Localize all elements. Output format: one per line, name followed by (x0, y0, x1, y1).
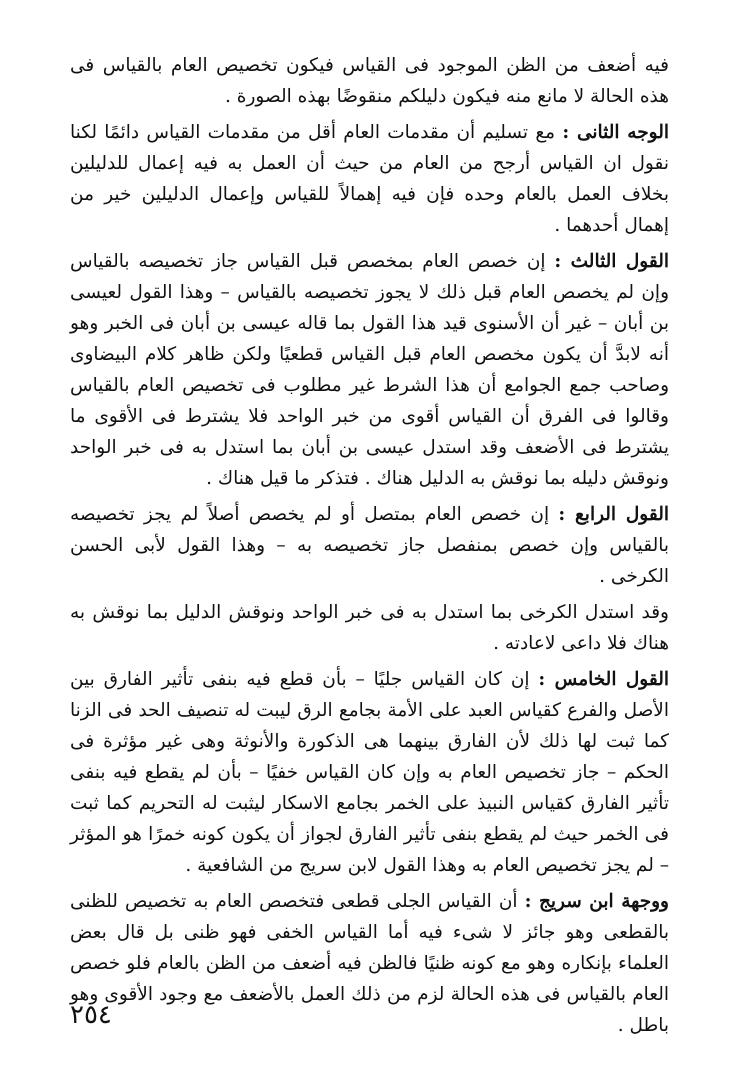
paragraph-lead: ووجهة ابن سريج : (524, 891, 669, 912)
paragraph-text: إن كان القياس جليًا – بأن قطع فيه بنفى تأثير الفارق بين الأصل والفرع كقياس العبد على الأمة بجامع الرق ليبت له تنصيف الحد فى الزنا كما ثبت لها ذلك لأن الفارق بينهما هى الذكورة والأنوثة وهى غير مؤثرة فى الحكم – جاز تخصيص العام به وإن كان القياس خفيًا – بأن لم يقطع فيه بنفى تأثير الفارق كقياس النبيذ على الخمر بجامع الاسكار ليثبت له التحريم كما ثبت فى الخمر حيث لم يقطع بنفى تأثير الفارق لجواز أن يكون كونه خمرًا هو المؤثر – لم يجز تخصيص العام به وهذا القول لابن سريج من الشافعية . (70, 669, 669, 876)
paragraph-text: إن خصص العام بمتصل أو لم يخصص أصلاً لم يجز تخصيصه بالقياس وإن خصص بمنفصل جاز تخصيصه به – وهذا القول لأبى الحسن الكرخى . (70, 504, 669, 587)
paragraph-text: مع تسليم أن مقدمات العام أقل من مقدمات القياس دائمًا لكنا نقول ان القياس أرجح من العام من حيث أن العمل به فيه إعمال للدليلين بخلاف العمل بالعام وحده فإن فيه إهمالاً للقياس وإعمال الدليلين خير من إهمال أحدهما . (70, 122, 669, 236)
paragraph-text: أن القياس الجلى قطعى فتخصص العام به تخصيص للظنى بالقطعى وهو جائز لا شىء فيه أما القياس الخفى فهو ظنى بل قال بعض العلماء بإنكاره وهو مع كونه ظنيًا فالظن فيه أضعف من الظن بالعام فلو خصص العام بالقياس فى هذه الحالة لزم من ذلك العمل بالأضعف مع وجود الأقوى وهو باطل . (70, 891, 669, 1036)
paragraph-text: وقد استدل الكرخى بما استدل به فى خبر الواحد ونوقش الدليل بما نوقش به هناك فلا داعى لاعادته . (70, 602, 669, 654)
paragraph-text: إن خصص العام بمخصص قبل القياس جاز تخصيصه بالقياس وإن لم يخصص العام قبل ذلك لا يجوز تخصيصه بالقياس – وهذا القول لعيسى بن أبان – غير أن الأسنوى قيد هذا القول بما قاله عيسى بن أبان فى الخبر وهو أنه لابدَّ أن يكون مخصص العام قبل القياس قطعيًا ولكن ظاهر كلام البيضاوى وصاحب جمع الجوامع أن هذا الشرط غير مطلوب فى تخصيص العام بالقياس وقالوا فى الفرق أن القياس أقوى من خبر الواحد فلا يشترط فى الأقوى ما يشترط فى الأضعف وقد استدل عيسى بن أبان بما استدل به فى خبر الواحد ونوقش دليله بما نوقش به الدليل هناك . فتذكر ما قيل هناك . (70, 251, 669, 489)
paragraph-2 (70, 117, 669, 241)
paragraph-lead: القول الخامس : (538, 669, 669, 690)
paragraph-4 (70, 499, 669, 592)
paragraph-lead: القول الثالث : (554, 251, 669, 272)
paragraph-lead: القول الرابع : (558, 504, 669, 525)
page-number: ٢٥٤ (70, 1000, 112, 1030)
paragraph-text: فيه أضعف من الظن الموجود فى القياس فيكون تخصيص العام بالقياس فى هذه الحالة لا مانع منه فيكون دليلكم منقوضًا بهذه الصورة . (70, 55, 669, 107)
paragraph-3 (70, 246, 669, 494)
paragraph-1 (70, 50, 669, 112)
paragraph-lead: الوجه الثانى : (562, 122, 669, 143)
paragraph-6 (70, 664, 669, 881)
paragraph-7 (70, 886, 669, 1041)
paragraph-5 (70, 597, 669, 659)
